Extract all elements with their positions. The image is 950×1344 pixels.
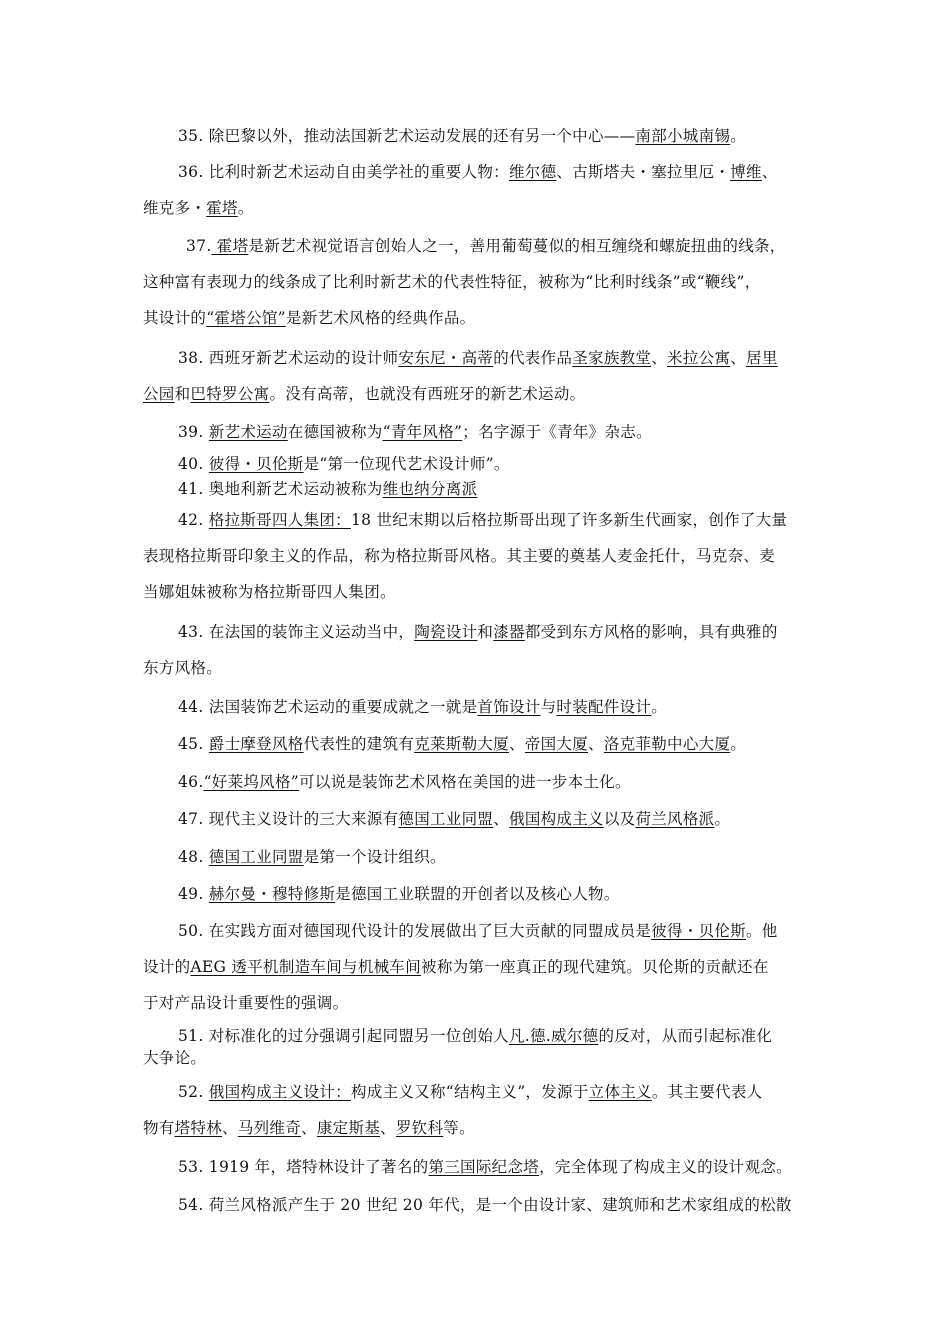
item-39: 39. 新艺术运动在德国被称为“青年风格”；名字源于《青年》杂志。	[178, 423, 652, 441]
item-38: 38. 西班牙新艺术运动的设计师安东尼・高蒂的代表作品圣家族教堂、米拉公寓、居里 公园和巴特罗公寓。没有高蒂，也就没有西班牙的新艺术运动。	[143, 349, 778, 403]
item-43: 43. 在法国的装饰主义运动当中，陶瓷设计和漆器都受到东方风格的影响，具有典雅的 东方风格。	[143, 623, 778, 677]
item-47: 47. 现代主义设计的三大来源有德国工业同盟、俄国构成主义以及荷兰风格派。	[178, 810, 731, 828]
item-42: 42. 格拉斯哥四人集团：18 世纪末期以后格拉斯哥出现了许多新生代画家，创作了大量 表现格拉斯哥印象主义的作品，称为格拉斯哥风格。其主要的奠基人麦金托什，马克奈、麦 当娜姐妹被称为格拉斯哥四人集团。	[143, 511, 788, 601]
item-45: 45. 爵士摩登风格代表性的建筑有克莱斯勒大厦、帝国大厦、洛克菲勒中心大厦。	[178, 735, 747, 753]
item-36: 36. 比利时新艺术运动自由美学社的重要人物：维尔德、古斯塔夫・塞拉里厄・博维、 维克多・霍塔。	[143, 163, 778, 217]
item-54: 54. 荷兰风格派产生于 20 世纪 20 年代，是一个由设计家、建筑师和艺术家组成的松散	[178, 1196, 792, 1214]
item-46: 46.“好莱坞风格”可以说是装饰艺术风格在美国的进一步本土化。	[178, 773, 631, 791]
item-44: 44. 法国装饰艺术运动的重要成就之一就是首饰设计与时装配件设计。	[178, 698, 668, 716]
item-37: 37. 霍塔是新艺术视觉语言创始人之一，善用葡萄蔓似的相互缠绕和螺旋扭曲的线条， 这种富有表现力的线条成了比利时新艺术的代表性特征，被称为“比利时线条”或“鞭线”， 其设计的“霍塔公馆”是新艺术风格的经典作品。	[143, 237, 786, 327]
item-35: 35. 除巴黎以外，推动法国新艺术运动发展的还有另一个中心——南部小城南锡。	[178, 127, 747, 145]
item-48: 48. 德国工业同盟是第一个设计组织。	[178, 848, 446, 866]
item-40: 40. 彼得・贝伦斯是“第一位现代艺术设计师”。	[178, 455, 510, 473]
item-50: 50. 在实践方面对德国现代设计的发展做出了巨大贡献的同盟成员是彼得・贝伦斯。他 设计的AEG 透平机制造车间与机械车间被称为第一座真正的现代建筑。贝伦斯的贡献还在 于对产品设计重要性的强调。	[143, 922, 778, 1012]
item-49: 49. 赫尔曼・穆特修斯是德国工业联盟的开创者以及核心人物。	[178, 885, 620, 903]
item-51: 51. 对标准化的过分强调引起同盟另一位创始人凡.德.威尔德的反对，从而引起标准化 大争论。	[143, 1027, 773, 1067]
item-53: 53. 1919 年，塔特林设计了著名的第三国际纪念塔，完全体现了构成主义的设计观念。	[178, 1158, 792, 1176]
item-41: 41. 奥地利新艺术运动被称为维也纳分离派	[178, 480, 478, 498]
item-52: 52. 俄国构成主义设计：构成主义又称“结构主义”，发源于立体主义。其主要代表人 物有塔特林、马列维奇、康定斯基、罗钦科等。	[143, 1083, 763, 1137]
